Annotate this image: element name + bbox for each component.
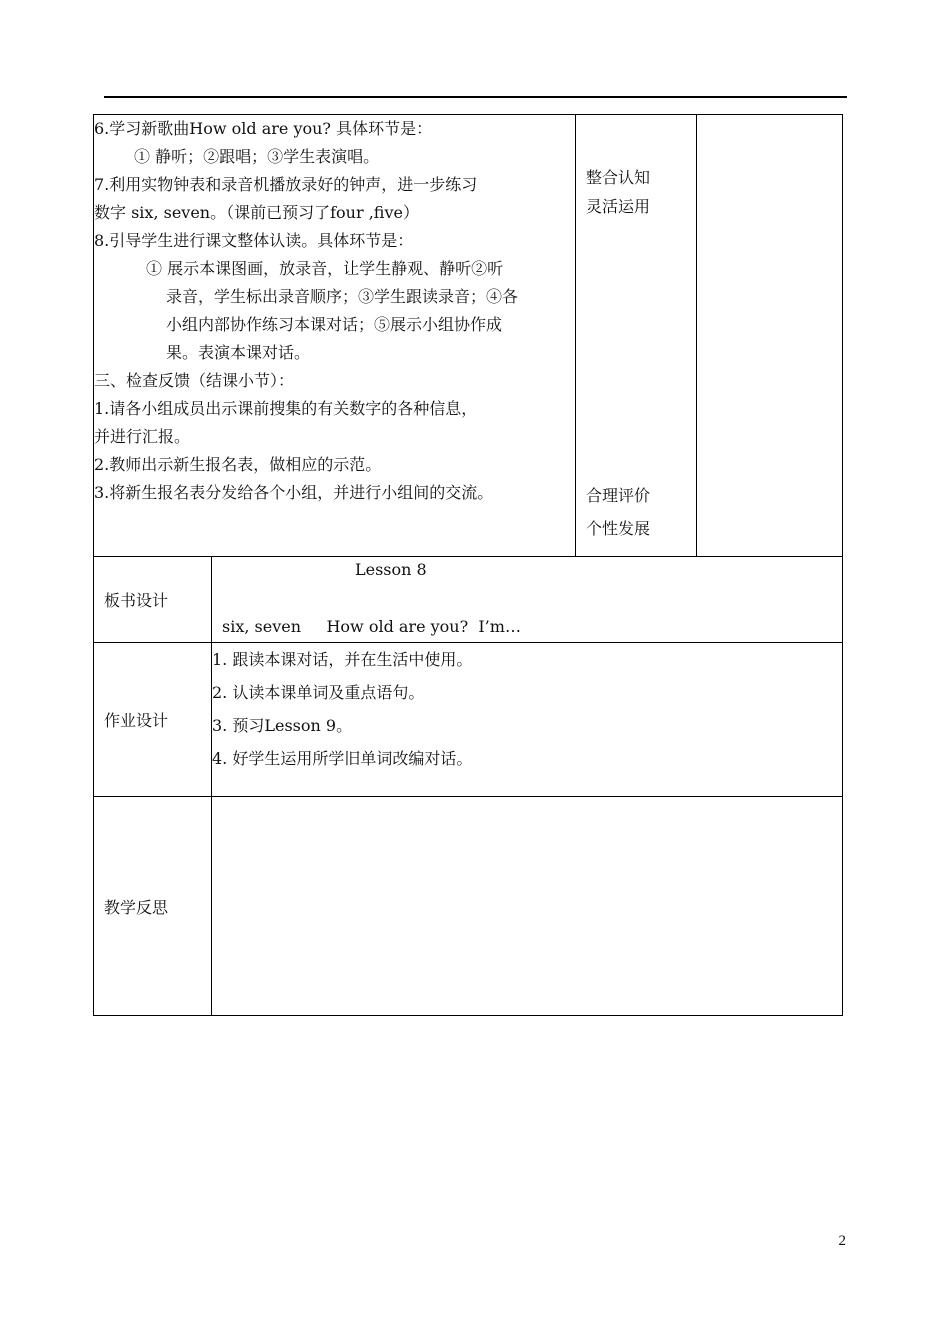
board-title: Lesson 8 [355, 560, 427, 579]
page-number: 2 [838, 1233, 846, 1249]
process-line: 1.请各小组成员出示课前搜集的有关数字的各种信息， [94, 399, 478, 418]
purpose-top [586, 163, 650, 221]
board-content [212, 557, 843, 643]
homework-content [212, 643, 843, 797]
board-line: six, seven How old are you? I’m… [222, 617, 521, 636]
blank-cell [697, 115, 843, 557]
reflection-row [94, 797, 843, 1016]
process-line: 7.利用实物钟表和录音机播放录好的钟声，进一步练习 [94, 175, 478, 194]
homework-item: 2. 认读本课单词及重点语句。 [212, 683, 425, 702]
process-lines [94, 115, 575, 507]
purpose-line: 合理评价 [586, 486, 651, 505]
process-line: 3.将新生报名表分发给各个小组，并进行小组间的交流。 [94, 483, 494, 502]
purpose-bottom [586, 479, 650, 545]
board-label: 板书设计 [94, 557, 212, 643]
process-line: 小组内部协作练习本课对话；⑤展示小组协作成 [166, 315, 503, 334]
process-line: 录音，学生标出录音顺序；③学生跟读录音；④各 [166, 287, 519, 306]
homework-item: 4. 好学生运用所学旧单词改编对话。 [212, 749, 473, 768]
process-line: 2.教师出示新生报名表，做相应的示范。 [94, 455, 382, 474]
process-line: 8.引导学生进行课文整体认读。具体环节是： [94, 231, 414, 250]
purpose-line: 灵活运用 [586, 197, 651, 216]
lesson-plan-table [93, 114, 843, 1016]
process-line: 并进行汇报。 [94, 427, 191, 446]
purpose-cell [576, 115, 697, 557]
reflection-label: 教学反思 [94, 797, 212, 1016]
process-line: 三、检查反馈（结课小节）： [94, 371, 295, 390]
purpose-line: 整合认知 [586, 168, 651, 187]
process-cell [94, 115, 576, 557]
header-rule [104, 96, 847, 98]
process-line: 6.学习新歌曲How old are you? 具体环节是： [94, 119, 433, 138]
reflection-content [212, 797, 843, 1016]
purpose-line: 个性发展 [586, 519, 651, 538]
homework-item: 1. 跟读本课对话，并在生活中使用。 [212, 650, 473, 669]
process-line: ① 展示本课图画，放录音，让学生静观、静听②听 [146, 259, 504, 278]
homework-label: 作业设计 [94, 643, 212, 797]
process-line: 数字 six, seven。（课前已预习了four ,five） [94, 203, 419, 222]
board-row [94, 557, 843, 643]
homework-item: 3. 预习Lesson 9。 [212, 716, 353, 735]
process-row [94, 115, 843, 557]
process-line: ① 静听；②跟唱；③学生表演唱。 [134, 147, 380, 166]
homework-row [94, 643, 843, 797]
process-line: 果。表演本课对话。 [166, 343, 311, 362]
